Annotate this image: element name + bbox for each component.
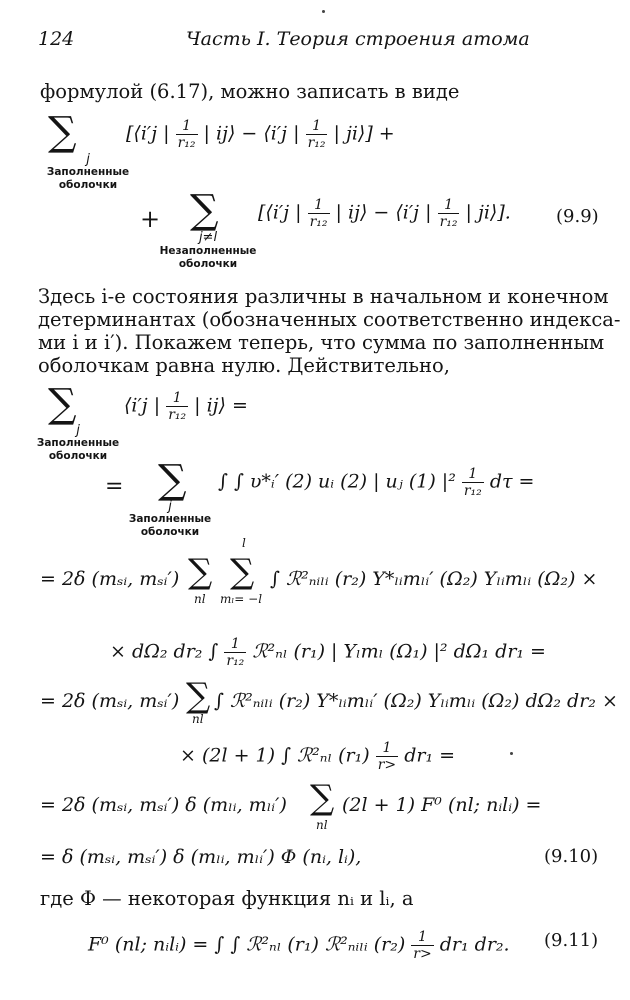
- sum-label-filled: Заполненные оболочки: [46, 166, 130, 191]
- intro-text: формулой (6.17), можно записать в виде: [40, 80, 460, 103]
- sum-label-filled: Заполненные оболочки: [128, 513, 212, 538]
- running-title: Часть I. Теория строения атома: [186, 28, 530, 50]
- eq-9-9-plus: +: [140, 205, 161, 233]
- eq-f0: F⁰ (nl; nᵢlᵢ) = ∫ ∫ ℛ²ₙₗ (r₁) ℛ²ₙᵢₗᵢ (r₂) $\frac{1}{r>}$ dr₁ dr₂.: [88, 929, 510, 962]
- sum-label-unfilled: Незаполненные оболочки: [159, 245, 257, 270]
- sum-upper: l: [242, 536, 246, 550]
- sum-symbol: ∑: [186, 676, 211, 716]
- paragraph-line: где Φ — некоторая функция nᵢ и lᵢ, а: [40, 887, 414, 910]
- print-speck: [510, 752, 513, 755]
- eq-line3-a: = 2δ (mₛᵢ, mₛᵢ′): [40, 568, 180, 590]
- sum-index: j≠l: [198, 230, 218, 245]
- eq-9-9-line1: [⟨i′j | $\frac{1}{\text{r₁₂}}$ | ij⟩ − ⟨i′j | $\frac{1}{\text{r₁₂}}$ | ji⟩] +: [126, 118, 395, 151]
- eq-sum-line2: ∫ ∫ υ*ᵢ′ (2) uᵢ (2) | uⱼ (1) |² $\frac{1}{\text{r₁₂}}$ dτ =: [218, 466, 535, 499]
- sum-label-filled: Заполненные оболочки: [36, 437, 120, 462]
- paragraph-line: ми i и i′). Покажем теперь, что сумма по заполненным: [38, 331, 605, 354]
- equals-sign: =: [105, 474, 124, 499]
- equation-number: (9.9): [556, 206, 599, 227]
- eq-line7-b: (2l + 1) F⁰ (nl; nᵢlᵢ) =: [342, 794, 542, 816]
- sum-index: j: [168, 499, 172, 514]
- print-speck: [322, 10, 325, 13]
- eq-9-9-line2: [⟨i′j | $\frac{1}{\text{r₁₂}}$ | ij⟩ − ⟨i′j | $\frac{1}{\text{r₁₂}}$ | ji⟩].: [258, 197, 511, 230]
- eq-line6: × (2l + 1) ∫ ℛ²ₙₗ (r₁) $\frac{1}{r>}$ dr₁ =: [180, 740, 456, 773]
- equation-number: (9.10): [544, 846, 599, 867]
- eq-line5-b: ∫ ℛ²ₙᵢₗᵢ (r₂) Y*ₗᵢmₗᵢ′ (Ω₂) Yₗᵢmₗᵢ (Ω₂) dΩ₂ dr₂ ×: [214, 690, 618, 712]
- sum-symbol: ∑: [48, 109, 77, 155]
- sum-symbol: ∑: [190, 187, 219, 233]
- paragraph-line: оболочкам равна нулю. Действительно,: [38, 354, 450, 377]
- eq-sum-line1: ⟨i′j | $\frac{1}{\text{r₁₂}}$ | ij⟩ =: [124, 390, 248, 423]
- equation-number: (9.11): [544, 930, 599, 951]
- page-number: 124: [38, 28, 75, 50]
- sum-index: nl: [192, 712, 204, 726]
- sum-symbol: ∑: [230, 552, 255, 592]
- eq-line3-b: ∫ ℛ²ₙᵢₗᵢ (r₂) Y*ₗᵢmₗᵢ′ (Ω₂) Yₗᵢmₗᵢ (Ω₂) ×: [270, 568, 598, 590]
- sum-index: nl: [316, 818, 328, 832]
- eq-line5-a: = 2δ (mₛᵢ, mₛᵢ′): [40, 690, 180, 712]
- sum-index: j: [86, 152, 90, 167]
- eq-line8: = δ (mₛᵢ, mₛᵢ′) δ (mₗᵢ, mₗᵢ′) Φ (nᵢ, lᵢ),: [40, 846, 362, 868]
- eq-line4: × dΩ₂ dr₂ ∫ $\frac{1}{\text{r₁₂}}$ ℛ²ₙₗ (r₁) | Yₗmₗ (Ω₁) |² dΩ₁ dr₁ =: [110, 636, 546, 669]
- sum-index: nl: [194, 592, 206, 606]
- sum-symbol: ∑: [310, 778, 335, 818]
- sum-symbol: ∑: [158, 457, 187, 503]
- sum-symbol: ∑: [48, 381, 77, 427]
- paragraph-line: детерминантах (обозначенных соответственно индекса-: [38, 308, 621, 331]
- sum-symbol: ∑: [188, 552, 213, 592]
- paragraph-line: Здесь i-е состояния различны в начальном и конечном: [38, 285, 609, 308]
- sum-lower: mₗ= −l: [220, 592, 263, 606]
- sum-index: j: [76, 423, 80, 438]
- eq-line7-a: = 2δ (mₛᵢ, mₛᵢ′) δ (mₗᵢ, mₗᵢ′): [40, 794, 287, 816]
